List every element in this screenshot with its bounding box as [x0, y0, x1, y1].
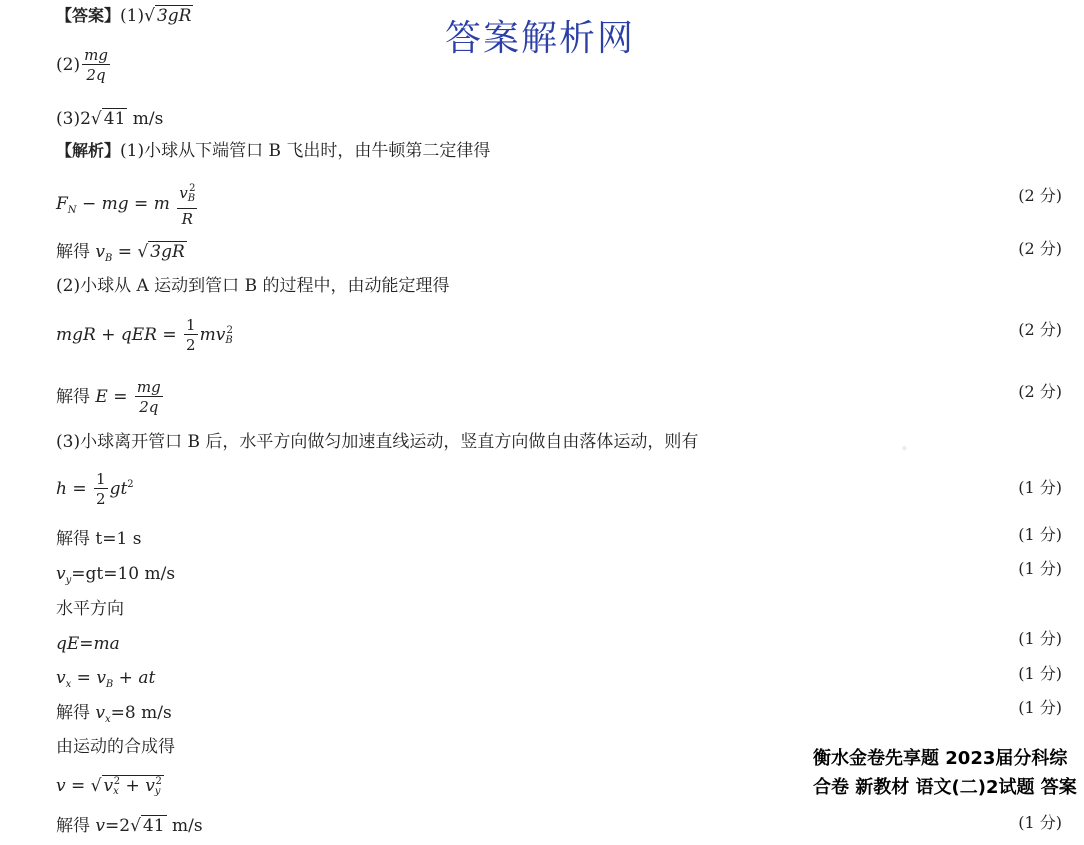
answer-tag: 【答案】: [56, 6, 121, 25]
analysis-line-2: [56, 278, 449, 295]
equation-v-result: 解得 v=2√ 41 m/s: [56, 816, 203, 836]
answer-part-1-label: (1): [120, 6, 145, 26]
vx-result-text: =8 m/s: [110, 703, 172, 723]
answer-line-2: [56, 46, 112, 85]
analysis-line-4: [56, 739, 175, 756]
equation-e-fraction: $\frac{mg}{2q}$: [136, 378, 161, 416]
analysis-line-1: [56, 143, 490, 160]
answer-part-3-radicand: 41: [103, 109, 126, 129]
source-caption: 衡水金卷先享题 2023届分科综合卷 新教材 语文(二)2试题 答案: [813, 744, 1081, 802]
answer-part-2-label: (2): [56, 55, 81, 75]
v-result-text: =2: [105, 816, 131, 836]
horizontal-text: 水平方向: [56, 599, 124, 619]
analysis-tag: 【解析】: [56, 141, 121, 160]
equation-newton-fraction: $\frac{v_B^2}{R}$: [179, 183, 196, 228]
score-line-vx-result: (1 分): [1018, 698, 1062, 717]
qe-ma-text: qE=ma: [56, 634, 120, 654]
score-line-v-result: (1 分): [1018, 813, 1062, 832]
t-result-text: 解得 t=1 s: [56, 529, 142, 549]
equation-height: h = $\frac{1}{2}$ $gt^2$: [56, 470, 134, 508]
equation-height-fraction: $\frac{1}{2}$: [96, 470, 106, 508]
score-line-energy: (2 分): [1018, 320, 1062, 339]
equation-energy: mgR + qER = $\frac{1}{2}$ $mv_B^2$: [56, 316, 234, 354]
equation-vx: $v_x = v_B$ + at: [56, 668, 156, 690]
answer-part-1-expr: 3gR: [156, 6, 192, 26]
result-prefix: 解得: [56, 703, 96, 723]
fraction-numerator: mg: [84, 46, 108, 64]
answer-part-3-unit: m/s: [127, 109, 164, 129]
score-line-vb: (2 分): [1018, 239, 1062, 258]
vy-text: =gt=10 m/s: [71, 564, 176, 584]
horizontal-label: [56, 601, 124, 618]
bleed-through-mark: •: [900, 440, 909, 458]
analysis-text-1: (1)小球从下端管口 B 飞出时，由牛顿第二定律得: [120, 141, 491, 161]
score-line-vy: (1 分): [1018, 559, 1062, 578]
equation-newton: $F_N$ − mg = m $\frac{v_B^2}{R}$: [56, 180, 199, 229]
result-prefix: 解得: [56, 387, 96, 407]
analysis-text-2: (2)小球从 A 运动到管口 B 的过程中，由动能定理得: [56, 276, 450, 296]
site-watermark: 答案解析网: [445, 18, 636, 59]
answer-part-2-fraction: [82, 46, 110, 85]
score-line-newton: (2 分): [1018, 186, 1062, 205]
v-result-unit: m/s: [166, 816, 203, 836]
v-result-radicand: 41: [142, 816, 165, 836]
equation-v-composition: v = √ $v_x^2 + v_y^2$: [56, 776, 162, 797]
equation-t-result: [56, 531, 141, 548]
equation-vy: $v_y=gt=10$ m/s: [56, 564, 176, 586]
answer-line-3: (3)2√ 41 m/s: [56, 109, 164, 129]
composition-text: 由运动的合成得: [56, 737, 175, 757]
answer-part-3-label: (3)2: [56, 109, 91, 129]
equation-qe-ma: [56, 636, 120, 653]
equation-vb-result: 解得 $v_B$ = √ 3gR: [56, 242, 185, 264]
answer-line-1: 【答案】(1)√ 3gR: [56, 6, 192, 26]
score-line-height: (1 分): [1018, 478, 1062, 497]
fraction-denominator: 2q: [82, 64, 110, 85]
score-line-vx: (1 分): [1018, 664, 1062, 683]
analysis-line-3: [56, 434, 698, 451]
result-prefix: 解得: [56, 242, 96, 262]
equation-e-result: 解得 E = $\frac{mg}{2q}$: [56, 378, 161, 416]
equation-vx-result: 解得 $v_x=8$ m/s: [56, 703, 172, 725]
analysis-text-3: (3)小球离开管口 B 后，水平方向做匀加速直线运动，竖直方向做自由落体运动，则有: [56, 432, 699, 452]
score-line-e: (2 分): [1018, 382, 1062, 401]
result-prefix: 解得: [56, 816, 96, 836]
equation-energy-fraction: $\frac{1}{2}$: [186, 316, 196, 354]
score-line-qe: (1 分): [1018, 629, 1062, 648]
score-line-t: (1 分): [1018, 525, 1062, 544]
